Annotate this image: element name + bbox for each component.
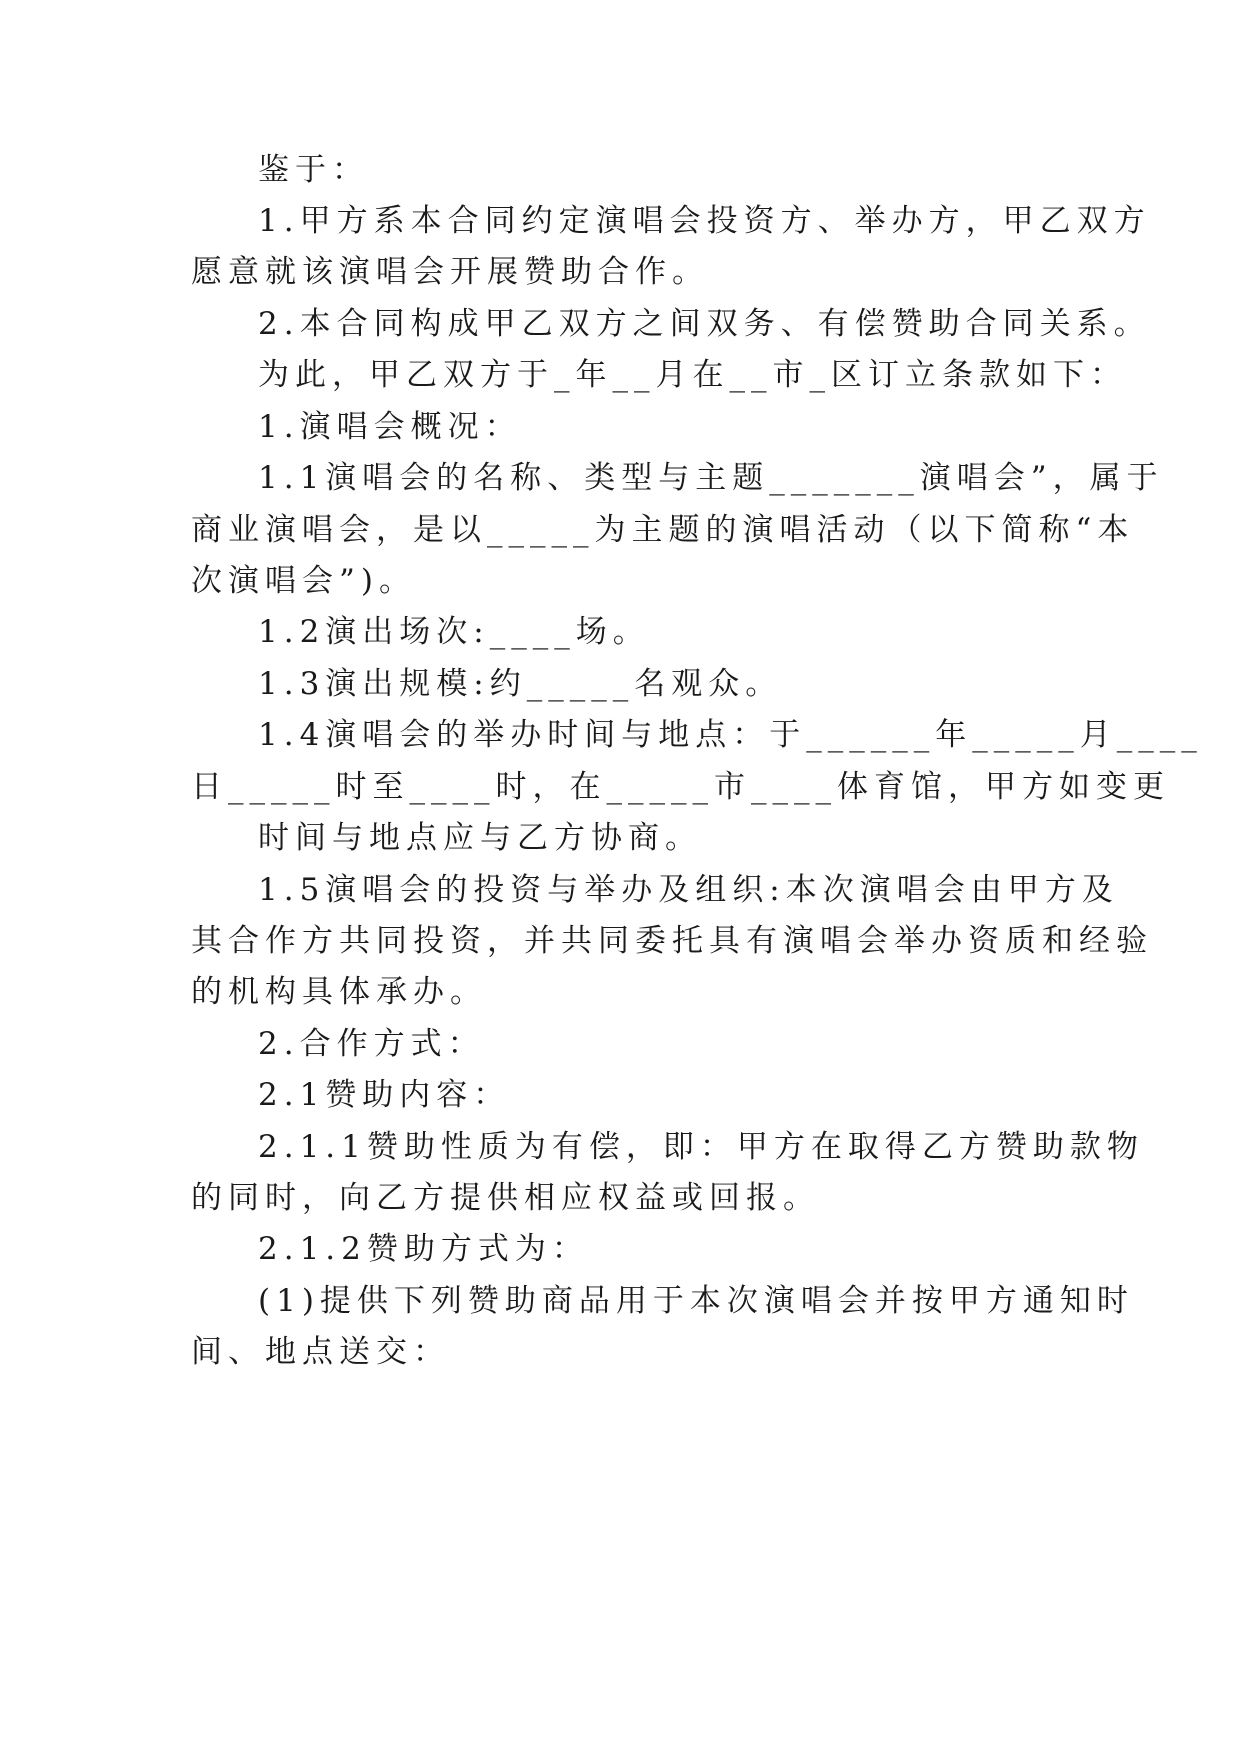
text-line: 2.合作方式： <box>258 1026 485 1062</box>
text-line: 次演唱会”)。 <box>191 563 416 599</box>
text-line: 1.2演出场次:____场。 <box>258 614 650 650</box>
text-line: 时间与地点应与乙方协商。 <box>258 820 702 856</box>
text-line: 鉴于： <box>258 152 369 188</box>
text-line: 2.本合同构成甲乙双方之间双务、有偿赞助合同关系。 <box>258 306 1151 342</box>
text-line: 为此，甲乙双方于_年__月在__市_区订立条款如下： <box>258 357 1127 393</box>
text-line: 2.1.2赞助方式为： <box>258 1231 589 1267</box>
text-line: 1.5演唱会的投资与举办及组织:本次演唱会由甲方及 <box>258 872 1119 908</box>
text-line: 1.4演唱会的举办时间与地点：于______年_____月____ <box>258 717 1203 753</box>
text-line: 1.3演出规模:约_____名观众。 <box>258 666 783 702</box>
text-line: 的同时，向乙方提供相应权益或回报。 <box>191 1180 820 1216</box>
text-line: (1)提供下列赞助商品用于本次演唱会并按甲方通知时 <box>258 1283 1134 1319</box>
text-line: 2.1.1赞助性质为有偿，即：甲方在取得乙方赞助款物 <box>258 1129 1144 1165</box>
text-line: 其合作方共同投资，并共同委托具有演唱会举办资质和经验 <box>191 923 1153 959</box>
text-line: 1.1演唱会的名称、类型与主题_______演唱会”，属于 <box>258 460 1164 496</box>
text-line: 愿意就该演唱会开展赞助合作。 <box>191 254 709 290</box>
text-line: 2.1赞助内容： <box>258 1077 511 1113</box>
text-line: 的机构具体承办。 <box>191 974 487 1010</box>
text-line: 日_____时至____时，在_____市____体育馆，甲方如变更 <box>191 769 1170 805</box>
text-line: 1.甲方系本合同约定演唱会投资方、举办方，甲乙双方 <box>258 203 1151 239</box>
text-line: 1.演唱会概况： <box>258 409 522 445</box>
text-line: 间、地点送交： <box>191 1334 450 1370</box>
text-line: 商业演唱会，是以_____为主题的演唱活动（以下简称“本 <box>191 512 1135 548</box>
